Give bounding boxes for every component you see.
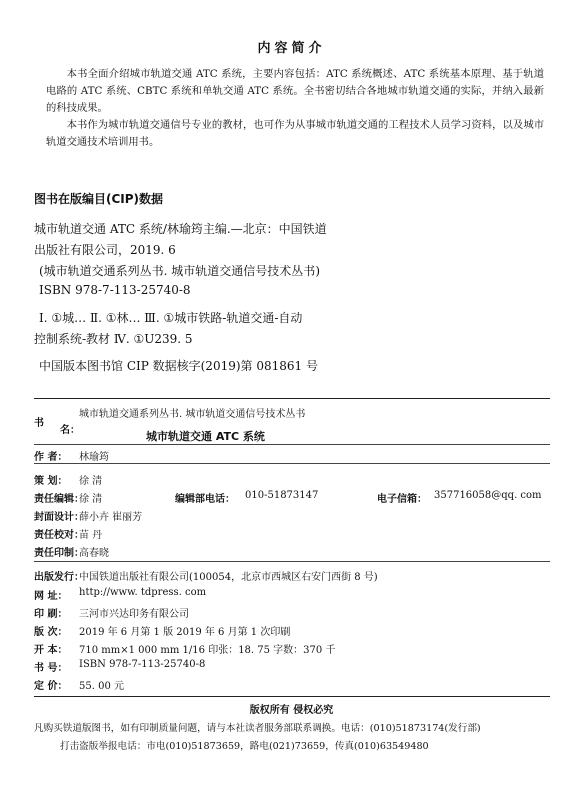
phone-value: 010-51873147: [245, 490, 319, 501]
piracy-report-notice: 打击盗版举报电话：市电(010)51873659，路电(021)73659，传真(010)63549480: [60, 741, 429, 752]
book-name: 城市轨道交通 ATC 系统: [146, 430, 265, 443]
website-value: http://www. tdpress. com: [79, 587, 207, 598]
price-label: 定 价：: [34, 681, 68, 692]
phone-label: 编辑部电话：: [175, 494, 235, 505]
service-notice: 凡购买铁道版图书，如有印制质量问题，请与本社读者服务部联系调换。电话：(010)51873174(发行部): [34, 723, 481, 734]
planning-label: 策 划：: [34, 476, 68, 487]
isbn-value: ISBN 978-7-113-25740-8: [79, 659, 206, 670]
editor-value: 徐 清: [79, 494, 103, 505]
book-name-label-ming: 名：: [60, 425, 80, 436]
cip-line-7: 中国版本图书馆 CIP 数据核字(2019)第 081861 号: [39, 359, 318, 373]
isbn-label: 书 号：: [34, 663, 68, 674]
cip-line-5: Ⅰ. ①城… Ⅱ. ①林… Ⅲ. ①城市铁路-轨道交通-自动: [39, 311, 303, 325]
cover-design-label: 封面设计：: [34, 512, 84, 523]
publisher-label: 出版发行：: [34, 572, 84, 583]
format-label: 开 本：: [34, 645, 68, 656]
planning-value: 徐 清: [79, 476, 103, 487]
author-label: 作 者：: [34, 452, 68, 463]
cip-line-6: 控制系统-教材 Ⅳ. ①U239. 5: [34, 332, 193, 346]
author-value: 林瑜筠: [79, 452, 109, 463]
edition-label: 版 次：: [34, 627, 68, 638]
edition-value: 2019 年 6 月第 1 版 2019 年 6 月第 1 次印刷: [79, 627, 291, 638]
website-label: 网 址：: [34, 591, 68, 602]
summary-paragraph-1: 本书全面介绍城市轨道交通 ATC 系统，主要内容包括：ATC 系统概述、ATC 系统基本原理、基于轨道电路的 ATC 系统、CBTC 系统和单轨交通 ATC 系统。全书密切结合各地城市轨道交通的实际，并纳入最新的科技成果。: [46, 68, 544, 114]
book-name-label-shu: 书: [34, 418, 44, 429]
divider-name: [34, 444, 550, 445]
summary-title: 内容简介: [257, 41, 326, 56]
cip-line-1: 城市轨道交通 ATC 系统/林瑜筠主编.—北京：中国铁道: [34, 222, 327, 236]
cover-design-value: 薛小卉 崔丽芳: [79, 512, 143, 523]
price-value: 55. 00 元: [79, 681, 124, 692]
book-series: 城市轨道交通系列丛书. 城市轨道交通信号技术丛书: [79, 409, 306, 420]
cip-line-3: (城市轨道交通系列丛书. 城市轨道交通信号技术丛书): [39, 264, 320, 278]
format-value: 710 mm×1 000 mm 1/16 印张：18. 75 字数：370 千: [79, 645, 336, 656]
cip-line-4: ISBN 978-7-113-25740-8: [39, 283, 191, 297]
summary-paragraph-2: 本书作为城市轨道交通信号专业的教材，也可作为从事城市轨道交通的工程技术人员学习资料，以及城市轨道交通技术培训用书。: [46, 119, 544, 148]
printer-label: 印 刷：: [34, 609, 68, 620]
proofreader-value: 苗 丹: [79, 530, 103, 541]
print-manager-label: 责任印制：: [34, 548, 84, 559]
divider-author: [34, 463, 550, 464]
divider-bottom: [34, 696, 550, 697]
email-value: 357716058@qq. com: [434, 490, 542, 501]
proofreader-label: 责任校对：: [34, 530, 84, 541]
editor-label: 责任编辑：: [34, 494, 84, 505]
publisher-value: 中国铁道出版社有限公司(100054，北京市西城区右安门西街 8 号): [79, 572, 378, 583]
email-label: 电子信箱：: [377, 494, 427, 505]
printer-value: 三河市兴达印务有限公司: [79, 609, 189, 620]
divider-editors: [34, 561, 550, 562]
copyright-notice: 版权所有 侵权必究: [249, 705, 334, 716]
cip-heading: 图书在版编目(CIP)数据: [34, 192, 164, 206]
cip-line-2: 出版社有限公司，2019. 6: [34, 243, 176, 257]
print-manager-value: 高春晓: [79, 548, 109, 559]
divider-top: [34, 398, 550, 399]
